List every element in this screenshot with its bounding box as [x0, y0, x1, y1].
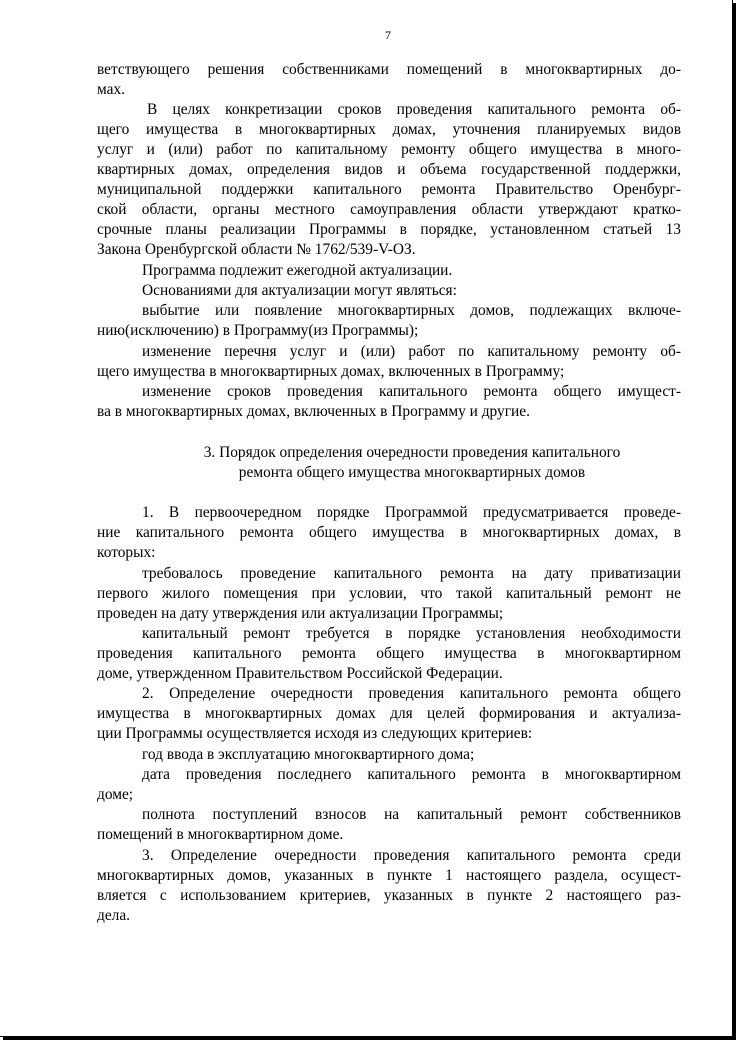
text-line: выбытие или появление многоквартирных домов, подлежащих включе- — [142, 302, 681, 319]
text-line: Основаниями для актуализации могут являться: — [142, 282, 457, 299]
text-line: помещений в многоквартирном доме. — [97, 826, 344, 843]
text-line: дела. — [97, 907, 131, 924]
text-line: Закона Оренбургской области № 1762/539-V-ОЗ. — [97, 241, 416, 258]
text-line: щего имущества в многоквартирных домах, уточнения планируемых видов — [97, 121, 681, 138]
text-line: ветствующего решения собственниками помещений в многоквартирных до- — [97, 61, 681, 78]
text-line: полнота поступлений взносов на капитальный ремонт собственников — [142, 806, 681, 823]
text-line: дата проведения последнего капитального ремонта в многоквартирном — [142, 766, 681, 783]
text-line: В целях конкретизации сроков проведения капитального ремонта об- — [147, 101, 681, 118]
text-line: щего имущества в многоквартирных домах, включенных в Программу; — [97, 363, 565, 380]
text-line: доме; — [97, 786, 134, 803]
text-line: квартирных домах, определения видов и объема государственной поддержки, — [97, 161, 681, 178]
text-line: проведен на дату утверждения или актуализации Программы; — [97, 605, 504, 622]
text-line: требовалось проведение капитального ремонта на дату приватизации — [142, 565, 681, 582]
section-heading: ремонта общего имущества многоквартирных домов — [238, 464, 586, 481]
text-line: доме, утвержденном Правительством Российской Федерации. — [97, 665, 503, 682]
text-line: нию(исключению) в Программу(из Программы); — [97, 322, 419, 339]
text-line: муниципальной поддержки капитального ремонта Правительство Оренбург- — [97, 181, 681, 198]
text-line: вляется с использованием критериев, указанных в пункте 2 настоящего раз- — [97, 887, 681, 904]
text-line: изменение перечня услуг и (или) работ по капитальному ремонту об- — [142, 343, 681, 360]
text-line: которых: — [97, 544, 156, 561]
text-line: ние капитального ремонта общего имущества в многоквартирных домах, в — [97, 524, 681, 541]
text-line: Программа подлежит ежегодной актуализации. — [142, 262, 453, 279]
text-line: изменение сроков проведения капитального ремонта общего имущест- — [142, 383, 681, 400]
section-heading: 3. Порядок определения очередности проведения капитального — [203, 444, 621, 461]
text-line: ции Программы осуществляется исходя из следующих критериев: — [97, 725, 533, 742]
page-number: 7 — [385, 28, 391, 42]
text-line: 3. Определение очередности проведения капитального ремонта среди — [142, 847, 681, 864]
text-line: услуг и (или) работ по капитальному ремонту общего имущества в много- — [97, 141, 681, 158]
text-line: многоквартирных домов, указанных в пункте 1 настоящего раздела, осущест- — [97, 867, 681, 884]
text-line: год ввода в эксплуатацию многоквартирного дома; — [142, 746, 475, 763]
text-line: ва в многоквартирных домах, включенных в Программу и другие. — [97, 403, 530, 420]
text-line: проведения капитального ремонта общего имущества в многоквартирном — [97, 645, 681, 662]
text-line: капитальный ремонт требуется в порядке установления необходимости — [142, 625, 681, 642]
text-line: ской области, органы местного самоуправления области утверждают кратко- — [97, 201, 681, 218]
text-line: первого жилого помещения при условии, что такой капитальный ремонт не — [97, 585, 681, 602]
text-line: срочные планы реализации Программы в порядке, установленном статьей 13 — [97, 221, 681, 238]
text-line: 1. В первоочередном порядке Программой предусматривается проведе- — [142, 504, 681, 521]
text-line: мах. — [97, 81, 126, 98]
text-line: 2. Определение очередности проведения капитального ремонта общего — [142, 685, 681, 702]
text-line: имущества в многоквартирных домах для целей формирования и актуализа- — [97, 705, 681, 722]
